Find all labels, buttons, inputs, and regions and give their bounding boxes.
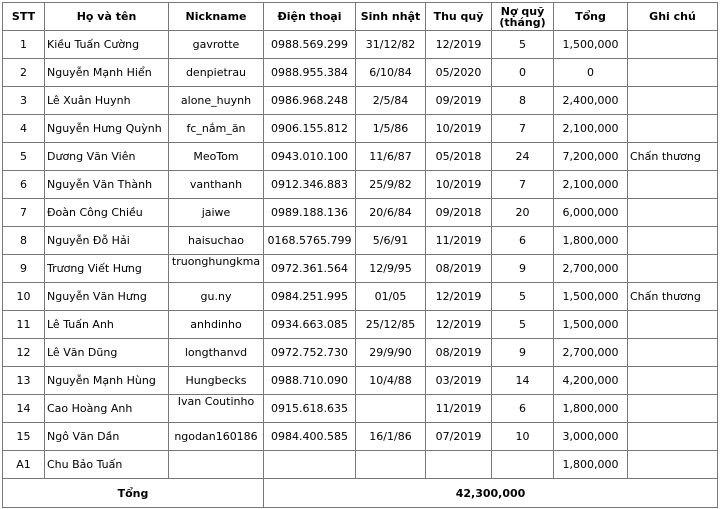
header-row: [3, 3, 718, 31]
cell-phone: 0986.968.248: [264, 87, 356, 115]
cell-stt: A1: [3, 451, 45, 479]
cell-total: 6,000,000: [554, 199, 628, 227]
cell-total: 3,000,000: [554, 423, 628, 451]
cell-nickname: [169, 451, 264, 479]
cell-note: [628, 423, 718, 451]
header-paid-until: Thu quỹ: [426, 3, 492, 31]
total-label: Tổng: [3, 479, 264, 508]
cell-name: Lê Xuân Huynh: [45, 87, 169, 115]
cell-nickname: jaiwe: [169, 199, 264, 227]
cell-stt: 14: [3, 395, 45, 423]
cell-nickname: longthanvd: [169, 339, 264, 367]
cell-nickname: denpietrau: [169, 59, 264, 87]
cell-stt: 12: [3, 339, 45, 367]
cell-name: Nguyễn Hưng Quỳnh: [45, 115, 169, 143]
cell-note: [628, 311, 718, 339]
cell-debt-months: [492, 451, 554, 479]
cell-debt-months: 0: [492, 59, 554, 87]
cell-total: 2,100,000: [554, 171, 628, 199]
cell-name: Trương Viết Hưng: [45, 255, 169, 283]
table-row: [3, 115, 718, 143]
cell-phone: 0912.346.883: [264, 171, 356, 199]
cell-birthday: 6/10/84: [356, 59, 426, 87]
header-note: Ghi chú: [628, 3, 718, 31]
cell-paid-until: 08/2019: [426, 339, 492, 367]
total-row: [3, 479, 718, 508]
cell-debt-months: 9: [492, 255, 554, 283]
table-row: [3, 31, 718, 59]
table-row: [3, 339, 718, 367]
header-stt: STT: [3, 3, 45, 31]
cell-total: 4,200,000: [554, 367, 628, 395]
table-row: [3, 227, 718, 255]
cell-birthday: [356, 395, 426, 423]
cell-phone: 0168.5765.799: [264, 227, 356, 255]
cell-stt: 3: [3, 87, 45, 115]
cell-note: [628, 339, 718, 367]
cell-nickname: gavrotte: [169, 31, 264, 59]
cell-name: Đoàn Công Chiều: [45, 199, 169, 227]
cell-stt: 15: [3, 423, 45, 451]
cell-name: Ngô Văn Dần: [45, 423, 169, 451]
cell-total: 1,800,000: [554, 395, 628, 423]
cell-note: Chấn thương: [628, 283, 718, 311]
cell-stt: 7: [3, 199, 45, 227]
cell-total: 2,400,000: [554, 87, 628, 115]
cell-stt: 8: [3, 227, 45, 255]
total-value: 42,300,000: [264, 479, 718, 508]
cell-phone: 0915.618.635: [264, 395, 356, 423]
cell-stt: 13: [3, 367, 45, 395]
cell-phone: 0988.955.384: [264, 59, 356, 87]
cell-total: 2,700,000: [554, 255, 628, 283]
cell-total: 2,100,000: [554, 115, 628, 143]
cell-paid-until: 12/2019: [426, 31, 492, 59]
cell-note: [628, 395, 718, 423]
cell-paid-until: 11/2019: [426, 227, 492, 255]
cell-name: Nguyễn Đỗ Hải: [45, 227, 169, 255]
cell-stt: 4: [3, 115, 45, 143]
table-row: [3, 451, 718, 479]
cell-paid-until: [426, 451, 492, 479]
cell-stt: 9: [3, 255, 45, 283]
cell-debt-months: 10: [492, 423, 554, 451]
cell-phone: 0988.569.299: [264, 31, 356, 59]
header-birthday: Sinh nhật: [356, 3, 426, 31]
cell-stt: 10: [3, 283, 45, 311]
cell-total: 1,500,000: [554, 311, 628, 339]
cell-paid-until: 07/2019: [426, 423, 492, 451]
cell-phone: 0989.188.136: [264, 199, 356, 227]
cell-debt-months: 24: [492, 143, 554, 171]
cell-name: Nguyễn Mạnh Hùng: [45, 367, 169, 395]
cell-total: 1,500,000: [554, 31, 628, 59]
table-row: [3, 395, 718, 423]
cell-birthday: 29/9/90: [356, 339, 426, 367]
cell-stt: 11: [3, 311, 45, 339]
cell-phone: 0972.752.730: [264, 339, 356, 367]
cell-nickname: fc_nắm_ăn: [169, 115, 264, 143]
cell-name: Nguyễn Văn Hưng: [45, 283, 169, 311]
cell-birthday: 1/5/86: [356, 115, 426, 143]
cell-name: Lê Tuấn Anh: [45, 311, 169, 339]
cell-debt-months: 5: [492, 283, 554, 311]
cell-stt: 1: [3, 31, 45, 59]
cell-paid-until: 12/2019: [426, 311, 492, 339]
cell-birthday: 25/9/82: [356, 171, 426, 199]
table-row: [3, 283, 718, 311]
cell-debt-months: 20: [492, 199, 554, 227]
cell-note: [628, 255, 718, 283]
cell-phone: [264, 451, 356, 479]
cell-note: [628, 87, 718, 115]
cell-total: 1,500,000: [554, 283, 628, 311]
cell-total: 7,200,000: [554, 143, 628, 171]
member-fund-table: [2, 2, 718, 508]
cell-debt-months: 8: [492, 87, 554, 115]
cell-paid-until: 10/2019: [426, 115, 492, 143]
cell-note: [628, 171, 718, 199]
cell-birthday: 01/05: [356, 283, 426, 311]
cell-paid-until: 05/2018: [426, 143, 492, 171]
cell-birthday: 2/5/84: [356, 87, 426, 115]
cell-paid-until: 05/2020: [426, 59, 492, 87]
cell-total: 1,800,000: [554, 451, 628, 479]
cell-paid-until: 12/2019: [426, 283, 492, 311]
cell-debt-months: 14: [492, 367, 554, 395]
cell-debt-months: 9: [492, 339, 554, 367]
cell-paid-until: 11/2019: [426, 395, 492, 423]
cell-name: Cao Hoàng Anh: [45, 395, 169, 423]
cell-phone: 0906.155.812: [264, 115, 356, 143]
cell-paid-until: 09/2018: [426, 199, 492, 227]
table-row: [3, 311, 718, 339]
cell-stt: 6: [3, 171, 45, 199]
cell-debt-months: 5: [492, 311, 554, 339]
cell-paid-until: 08/2019: [426, 255, 492, 283]
table-row: [3, 171, 718, 199]
cell-birthday: 11/6/87: [356, 143, 426, 171]
table-row: [3, 59, 718, 87]
cell-paid-until: 09/2019: [426, 87, 492, 115]
cell-name: Lê Văn Dũng: [45, 339, 169, 367]
cell-birthday: 31/12/82: [356, 31, 426, 59]
table-row: [3, 367, 718, 395]
cell-phone: 0988.710.090: [264, 367, 356, 395]
cell-debt-months: 7: [492, 115, 554, 143]
cell-phone: 0972.361.564: [264, 255, 356, 283]
cell-name: Chu Bảo Tuấn: [45, 451, 169, 479]
cell-nickname: vanthanh: [169, 171, 264, 199]
cell-debt-months: 5: [492, 31, 554, 59]
header-name: Họ và tên: [45, 3, 169, 31]
cell-nickname: Ivan Coutinho: [169, 395, 264, 423]
cell-stt: 5: [3, 143, 45, 171]
cell-birthday: 10/4/88: [356, 367, 426, 395]
cell-paid-until: 10/2019: [426, 171, 492, 199]
cell-nickname: ngodan160186: [169, 423, 264, 451]
cell-note: Chấn thương: [628, 143, 718, 171]
cell-debt-months: 6: [492, 395, 554, 423]
cell-note: [628, 451, 718, 479]
cell-note: [628, 59, 718, 87]
cell-total: 0: [554, 59, 628, 87]
cell-birthday: 12/9/95: [356, 255, 426, 283]
cell-nickname: haisuchao: [169, 227, 264, 255]
table-row: [3, 143, 718, 171]
cell-phone: 0984.400.585: [264, 423, 356, 451]
cell-birthday: 25/12/85: [356, 311, 426, 339]
table-row: [3, 255, 718, 283]
cell-birthday: 16/1/86: [356, 423, 426, 451]
cell-nickname: truonghungkma: [169, 255, 264, 283]
cell-nickname: MeoTom: [169, 143, 264, 171]
cell-note: [628, 31, 718, 59]
cell-birthday: [356, 451, 426, 479]
cell-phone: 0984.251.995: [264, 283, 356, 311]
cell-debt-months: 6: [492, 227, 554, 255]
table-row: [3, 87, 718, 115]
cell-name: Kiều Tuấn Cường: [45, 31, 169, 59]
cell-stt: 2: [3, 59, 45, 87]
cell-total: 1,800,000: [554, 227, 628, 255]
cell-nickname: alone_huynh: [169, 87, 264, 115]
cell-note: [628, 227, 718, 255]
cell-phone: 0943.010.100: [264, 143, 356, 171]
header-debt-months: Nợ quỹ (tháng): [492, 3, 554, 31]
cell-nickname: anhdinho: [169, 311, 264, 339]
cell-debt-months: 7: [492, 171, 554, 199]
cell-note: [628, 115, 718, 143]
table-body: [3, 31, 718, 479]
header-nickname: Nickname: [169, 3, 264, 31]
cell-total: 2,700,000: [554, 339, 628, 367]
cell-name: Dương Văn Viên: [45, 143, 169, 171]
cell-birthday: 20/6/84: [356, 199, 426, 227]
cell-nickname: gu.ny: [169, 283, 264, 311]
table-row: [3, 423, 718, 451]
header-total: Tổng: [554, 3, 628, 31]
cell-name: Nguyễn Văn Thành: [45, 171, 169, 199]
cell-phone: 0934.663.085: [264, 311, 356, 339]
cell-birthday: 5/6/91: [356, 227, 426, 255]
table-row: [3, 199, 718, 227]
header-phone: Điện thoại: [264, 3, 356, 31]
cell-note: [628, 367, 718, 395]
cell-name: Nguyễn Mạnh Hiển: [45, 59, 169, 87]
cell-note: [628, 199, 718, 227]
cell-nickname: Hungbecks: [169, 367, 264, 395]
cell-paid-until: 03/2019: [426, 367, 492, 395]
